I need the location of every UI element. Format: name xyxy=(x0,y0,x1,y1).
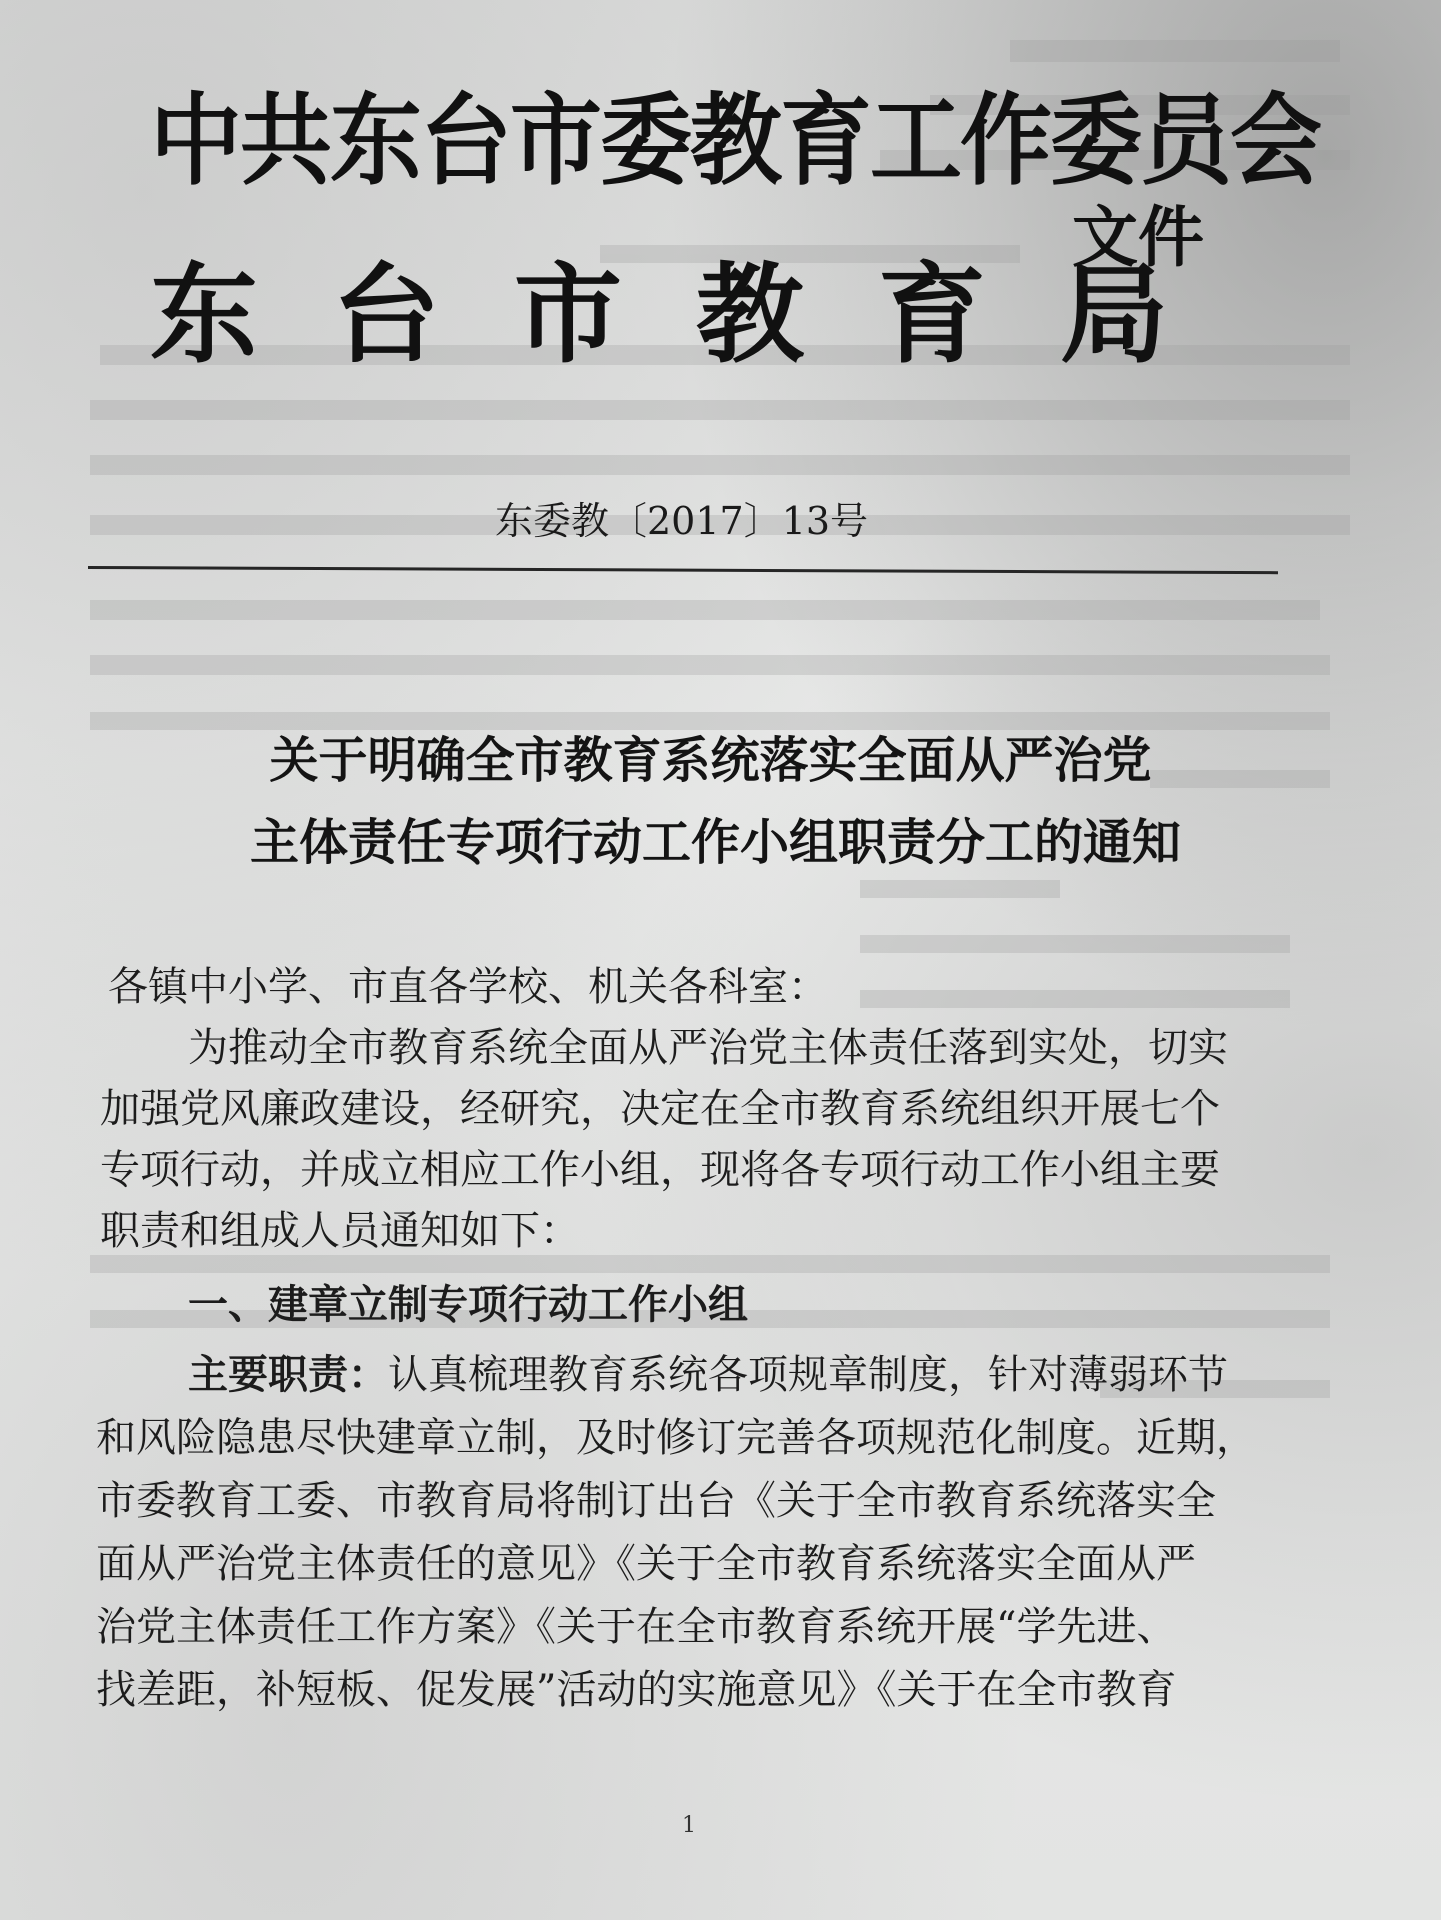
intro-line-1: 为推动全市教育系统全面从严治党主体责任落到实处，切实 xyxy=(188,1025,1228,1071)
duties-text-start: 认真梳理教育系统各项规章制度，针对薄弱环节 xyxy=(388,1352,1228,1398)
document-type-label: 文件 xyxy=(1072,199,1204,276)
intro-line-2: 加强党风廉政建设，经研究，决定在全市教育系统组织开展七个 xyxy=(100,1086,1220,1132)
duties-line-4: 面从严治党主体责任的意见》《关于全市教育系统落实全面从严 xyxy=(96,1541,1196,1587)
issuing-org-line2: 东台市教育局 xyxy=(150,253,1243,378)
document-title-line2: 主体责任专项行动工作小组职责分工的通知 xyxy=(249,814,1181,871)
intro-line-4: 职责和组成人员通知如下： xyxy=(100,1208,580,1254)
duties-line-2: 和风险隐患尽快建章立制，及时修订完善各项规范化制度。近期， xyxy=(96,1415,1256,1461)
duties-first-line xyxy=(188,1352,1228,1398)
duties-label: 主要职责： xyxy=(188,1352,388,1398)
page-number: 1 xyxy=(682,1813,696,1838)
duties-line-3: 市委教育工委、市教育局将制订出台《关于全市教育系统落实全 xyxy=(96,1478,1216,1524)
duties-line-5: 治党主体责任工作方案》《关于在全市教育系统开展“学先进、 xyxy=(96,1604,1177,1650)
intro-line-3: 专项行动，并成立相应工作小组，现将各专项行动工作小组主要 xyxy=(100,1147,1220,1193)
document-title-line1: 关于明确全市教育系统落实全面从严治党 xyxy=(269,732,1152,789)
duties-line-6: 找差距，补短板、促发展”活动的实施意见》《关于在全市教育 xyxy=(96,1667,1177,1713)
document-number: 东委教〔2017〕13号 xyxy=(495,499,869,543)
issuing-org-line1: 中共东台市委教育工作委员会 xyxy=(150,83,1321,199)
section-heading: 一、建章立制专项行动工作小组 xyxy=(188,1282,748,1328)
salutation: 各镇中小学、市直各学校、机关各科室： xyxy=(108,964,828,1010)
header-divider xyxy=(88,566,1278,574)
